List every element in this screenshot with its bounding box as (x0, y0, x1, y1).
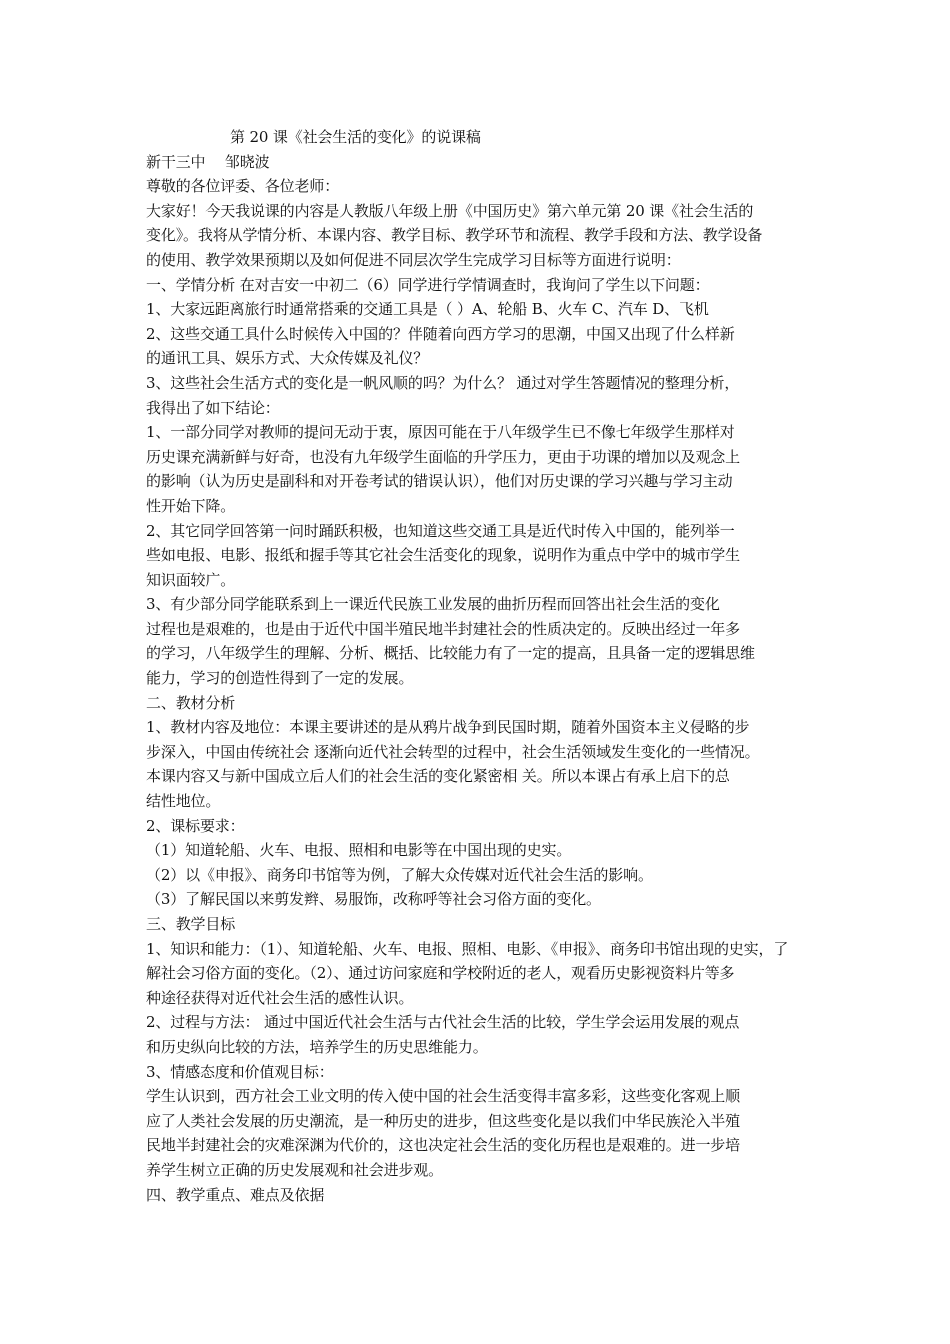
text-line: 的影响（认为历史是副科和对开卷考试的错误认识），他们对历史课的学习兴趣与学习主动 (146, 472, 733, 491)
text-line: 性开始下降。 (146, 496, 236, 515)
text-line: 3、有少部分同学能联系到上一课近代民族工业发展的曲折历程而回答出社会生活的变化 (146, 595, 720, 614)
document-text (146, 174, 816, 1207)
text-line: 种途径获得对近代社会生活的感性认识。 (146, 988, 414, 1007)
text-line: 1、大家远距离旅行时通常搭乘的交通工具是（ ）A、轮船 B、火车 C、汽车 D、飞机 (146, 300, 709, 319)
text-line: 知识面较广。 (146, 570, 236, 589)
text-line: 大家好！今天我说课的内容是人教版八年级上册《中国历史》第六单元第 20 课《社会生活的 (146, 201, 754, 220)
text-line: 变化》。我将从学情分析、本课内容、教学目标、教学环节和流程、教学手段和方法、教学设备 (146, 226, 763, 245)
text-line: 的使用、教学效果预期以及如何促进不同层次学生完成学习目标等方面进行说明： (146, 250, 681, 269)
text-line: 解社会习俗方面的变化。（2）、通过访问家庭和学校附近的老人，观看历史影视资料片等多 (146, 964, 735, 983)
text-line: 1、知识和能力：（1）、知道轮船、火车、电报、照相、电影、《申报》、商务印书馆出现的史实，了 (146, 939, 789, 958)
document-author: 新干三中 邹晓波 (146, 152, 270, 171)
text-line: 1、教材内容及地位：本课主要讲述的是从鸦片战争到民国时期，随着外国资本主义侵略的步 (146, 718, 750, 737)
text-line: （2）以《申报》、商务印书馆等为例，了解大众传媒对近代社会生活的影响。 (146, 865, 653, 884)
text-line: 2、其它同学回答第一问时踊跃积极，也知道这些交通工具是近代时传入中国的，能列举一 (146, 521, 735, 540)
text-line: 学生认识到，西方社会工业文明的传入使中国的社会生活变得丰富多彩，这些变化客观上顺 (146, 1087, 741, 1106)
text-line: （1）知道轮船、火车、电报、照相和电影等在中国出现的史实。 (146, 841, 572, 860)
text-line: 养学生树立正确的历史发展观和社会进步观。 (146, 1160, 444, 1179)
text-line: 一、学情分析 在对吉安一中初二（6）同学进行学情调查时，我询问了学生以下问题： (146, 275, 710, 294)
text-line: 尊敬的各位评委、各位老师： (146, 177, 340, 196)
text-line: 3、这些社会生活方式的变化是一帆风顺的吗？为什么？ 通过对学生答题情况的整理分析， (146, 373, 740, 392)
text-line: 2、过程与方法： 通过中国近代社会生活与古代社会生活的比较，学生学会运用发展的观点 (146, 1013, 740, 1032)
text-line: 3、情感态度和价值观目标： (146, 1062, 334, 1081)
text-line: 我得出了如下结论： (146, 398, 280, 417)
text-line: 历史课充满新鲜与好奇，也没有九年级学生面临的升学压力，更由于功课的增加以及观念上 (146, 447, 741, 466)
text-line: 过程也是艰难的，也是由于近代中国半殖民地半封建社会的性质决定的。反映出经过一年多 (146, 619, 741, 638)
text-line: 的学习，八年级学生的理解、分析、概括、比较能力有了一定的提高，且具备一定的逻辑思维 (146, 644, 755, 663)
text-line: 2、课标要求： (146, 816, 245, 835)
text-line: 民地半封建社会的灾难深渊为代价的，这也决定社会生活的变化历程也是艰难的。进一步培 (146, 1136, 741, 1155)
text-line: 和历史纵向比较的方法，培养学生的历史思维能力。 (146, 1037, 488, 1056)
document-title: 第 20 课《社会生活的变化》的说课稿 (230, 128, 481, 146)
text-line: （3）了解民国以来剪发辫、易服饰，改称呼等社会习俗方面的变化。 (146, 890, 601, 909)
document-body (146, 125, 816, 1207)
text-line: 二、教材分析 (146, 693, 236, 712)
text-line: 应了人类社会发展的历史潮流，是一种历史的进步，但这些变化是以我们中华民族沦入半殖 (146, 1111, 741, 1130)
text-line: 步深入，中国由传统社会 逐渐向近代社会转型的过程中，社会生活领域发生变化的一些情况。 (146, 742, 760, 761)
text-line: 能力，学习的创造性得到了一定的发展。 (146, 669, 414, 688)
text-line: 些如电报、电影、报纸和握手等其它社会生活变化的现象，说明作为重点中学中的城市学生 (146, 546, 741, 565)
text-line: 四、教学重点、难点及依据 (146, 1185, 325, 1204)
text-line: 2、这些交通工具什么时候传入中国的？伴随着向西方学习的思潮，中国又出现了什么样新 (146, 324, 735, 343)
text-line: 1、一部分同学对教师的提问无动于衷，原因可能在于八年级学生已不像七年级学生那样对 (146, 423, 735, 442)
text-line: 结性地位。 (146, 792, 221, 811)
text-line: 本课内容又与新中国成立后人们的社会生活的变化紧密相 关。所以本课占有承上启下的总 (146, 767, 730, 786)
text-line: 的通讯工具、娱乐方式、大众传媒及礼仪？ (146, 349, 429, 368)
text-line: 三、教学目标 (146, 915, 236, 933)
